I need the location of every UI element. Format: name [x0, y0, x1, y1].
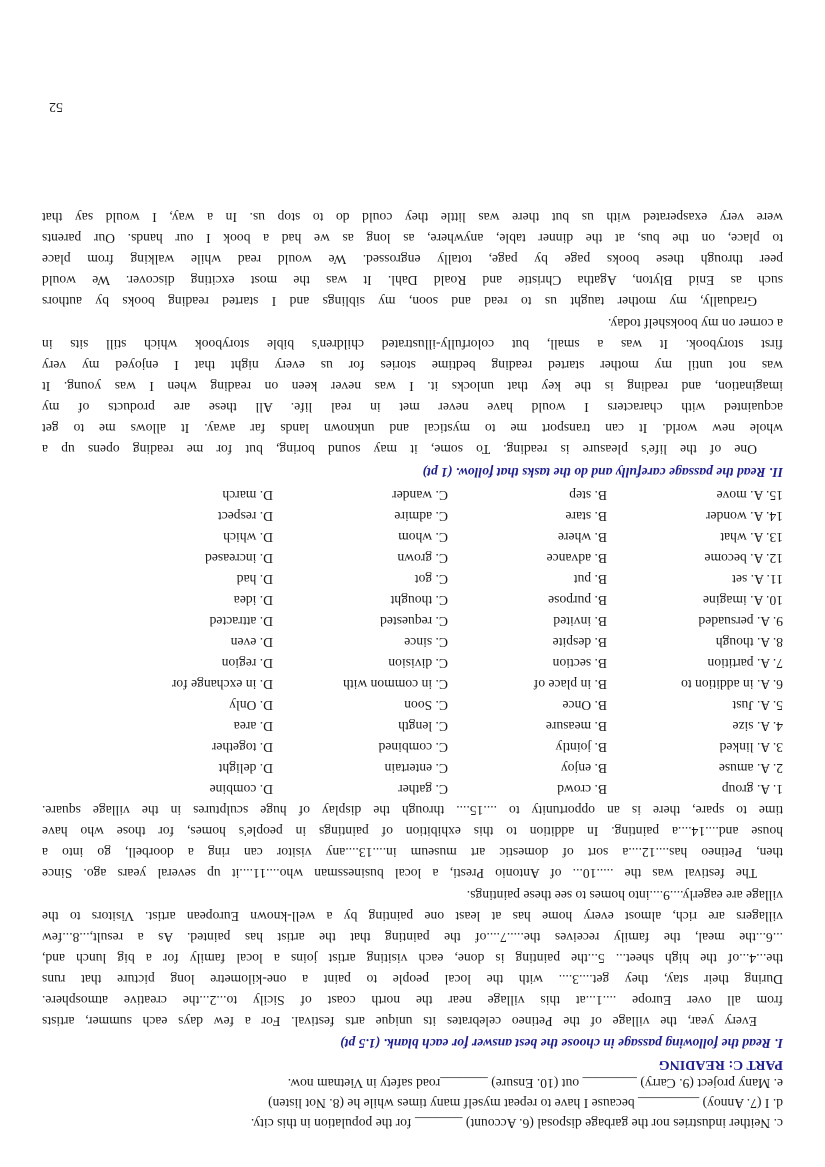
passage-1-line: house and....14....a painting. In addition to this exhibition of paintings in people's homes, for those who have	[42, 824, 783, 839]
passage-2-line: to place, on the bus, at the dinner table, anywhere, as long as we had a book I our hands. Our parents	[42, 231, 783, 246]
question-options-row	[42, 716, 783, 734]
option-d: D. area	[233, 719, 273, 734]
option-b: B. Once	[562, 698, 607, 713]
option-a: 6. A. in addition to	[681, 677, 783, 692]
option-c: C. whom	[398, 530, 448, 545]
option-c: C. length	[398, 719, 448, 734]
option-c: C. since	[404, 635, 448, 650]
option-c: C. Soon	[404, 698, 448, 713]
option-c: C. division	[388, 656, 448, 671]
option-b: B. invited	[553, 614, 607, 629]
question-options-row	[42, 674, 783, 692]
question-options-row	[42, 695, 783, 713]
option-b: B. put	[573, 572, 607, 587]
question-options-row	[42, 737, 783, 755]
option-a: 2. A. amuse	[718, 761, 783, 776]
passage-2-line: Gradually, my mother taught us to read and soon, my siblings and I started reading books by authors	[42, 294, 757, 309]
passage-1-line: the...4...of the high sheet... 5...the painting is done, each visiting artist joins a local family for a big lunch and,	[42, 951, 783, 966]
question-options-row	[42, 569, 783, 587]
passage-2-line: One of the life's pleasure is reading. To some, it may sound boring, but for me reading opens up a	[42, 442, 757, 457]
question-options-row	[42, 653, 783, 671]
passage-2-line: peer through these books page by page, totally engrossed. We would read while walking from place	[42, 252, 783, 267]
question-options-row	[42, 548, 783, 566]
passage-2-line: whole new world. It can transport me to mystical and unknown lands far away. It allows me to get	[42, 421, 783, 436]
passage-1-line: Every year, the village of the Petineo celebrates its unique arts festival. For a few days each summer, artists	[42, 1014, 757, 1029]
question-options-row	[42, 611, 783, 629]
question-options-row	[42, 779, 783, 797]
option-d: D. in exchange for	[171, 677, 273, 692]
option-b: B. stare	[565, 509, 607, 524]
option-b: B. section	[552, 656, 607, 671]
option-a: 5. A. Just	[732, 698, 783, 713]
option-c: C. gather	[398, 782, 448, 797]
option-d: D. march	[222, 488, 273, 503]
option-c: C. requested	[380, 614, 448, 629]
option-d: D. combine	[209, 782, 273, 797]
option-c: C. thought	[390, 593, 448, 608]
passage-1-line: During their stay, they get....3.... with the local people to paint a one-kilometre long picture that runs	[42, 972, 783, 987]
option-d: D. delight	[218, 761, 273, 776]
option-a: 10. A. imagine	[702, 593, 783, 608]
option-d: D. region	[221, 656, 273, 671]
passage-2-line: acquainted with characters I would have never met in real life. All these are products of my	[42, 400, 783, 415]
option-b: B. in place of	[533, 677, 607, 692]
option-c: C. wander	[392, 488, 448, 503]
passage-1-line: then, Petineo has....12....a sort of domestic art museum in....13....any visitor can ring a doorbell, go into a	[42, 845, 783, 860]
section-1-title: I. Read the following passage in choose the best answer for each blank. (1.5 pt)	[340, 1036, 783, 1051]
exercise-line-d: d. I (7. Annoy) _________ because I have to repeat myself many times while he (8. Not listen)	[268, 1096, 783, 1111]
question-options-row	[42, 758, 783, 776]
option-b: B. despite	[552, 635, 607, 650]
passage-1-line: time to spare, there is an opportunity to ....15.... through the display of huge sculptures in the village square.	[42, 803, 783, 818]
passage-1-line: village are eagerly....9....into homes to see these paintings.	[466, 888, 783, 903]
option-a: 8. A. though	[715, 635, 783, 650]
option-b: B. crowd	[557, 782, 607, 797]
question-options-row	[42, 590, 783, 608]
option-d: D. even	[230, 635, 273, 650]
option-d: D. attracted	[209, 614, 273, 629]
option-d: D. increased	[205, 551, 273, 566]
option-c: C. grown	[397, 551, 448, 566]
passage-1-line: villagers are rich, almost every home has at least one painting by a well-known European artist. Visitors to the	[42, 909, 783, 924]
option-b: B. advance	[546, 551, 607, 566]
option-a: 7. A. partition	[707, 656, 783, 671]
question-options-row	[42, 506, 783, 524]
option-b: B. step	[569, 488, 607, 503]
option-a: 1. A. group	[721, 782, 783, 797]
option-c: C. admire	[394, 509, 448, 524]
option-d: D. which	[223, 530, 273, 545]
option-a: 4. A. size	[732, 719, 783, 734]
option-b: B. purpose	[548, 593, 607, 608]
option-b: B. where	[557, 530, 607, 545]
exercise-line-c: c. Neither industries nor the garbage disposal (6. Account) _______ for the population in this city.	[250, 1116, 783, 1131]
question-options-row	[42, 632, 783, 650]
page-number: 52	[49, 99, 63, 114]
option-c: C. in common with	[343, 677, 448, 692]
passage-1-line: from all over Europe ....1...at this village near the north coast of Sicily to...2...the creative atmosphere.	[42, 993, 783, 1008]
passage-1-line: ...6...the meal, the family receives the.....7....of the painting that the artist has painted. As a result,...8...few	[42, 930, 783, 945]
passage-2-line: were very exasperated with us but there was little they could do to stop us. In a way, I would say that	[42, 210, 783, 225]
option-a: 9. A. persuaded	[698, 614, 783, 629]
option-d: D. together	[211, 740, 273, 755]
passage-2-line: a corner on my bookshelf today.	[607, 316, 783, 331]
option-a: 14. A. wonder	[705, 509, 783, 524]
option-a: 15. A. move	[716, 488, 783, 503]
passage-2-line: was not until my mother started reading bedtime stories for us every night that I enjoyed my very	[42, 358, 783, 373]
passage-1-line: The festival was the .....10... of Antonio Presti, a local businessman who....11....it up several years ago. Since	[42, 866, 757, 881]
option-a: 11. A. set	[732, 572, 783, 587]
option-a: 3. A. linked	[719, 740, 783, 755]
option-d: D. idea	[233, 593, 273, 608]
option-b: B. enjoy	[560, 761, 607, 776]
question-options-row	[42, 485, 783, 503]
option-c: C. entertain	[384, 761, 448, 776]
option-d: D. had	[236, 572, 273, 587]
passage-2-line: first storybook. It was a small, but colorfully-illustrated children's bible storybook which still sits in	[42, 337, 783, 352]
option-d: D. respect	[217, 509, 273, 524]
option-b: B. jointly	[555, 740, 607, 755]
option-d: D. Only	[229, 698, 273, 713]
exercise-line-e: e. Many project (9. Carry) ________ out (10. Ensure) _______road safety in Vietnam now.	[287, 1076, 783, 1091]
option-c: C. got	[414, 572, 448, 587]
section-2-title: II. Read the passage carefully and do the tasks that follow. (1 pt)	[422, 465, 783, 480]
part-c-title: PART C: READING	[658, 1057, 783, 1072]
option-b: B. measure	[545, 719, 607, 734]
passage-2-line: such as Enid Blyton, Agatha Christie and Roald Dahl. It was the most exciting discover. We would	[42, 273, 783, 288]
option-a: 13. A. what	[720, 530, 783, 545]
question-options-row	[42, 527, 783, 545]
option-a: 12. A. become	[704, 551, 783, 566]
passage-2-line: imagination, and reading is the key that unlocks it. I was never keen on reading when I was young. It	[42, 379, 783, 394]
option-c: C. combined	[378, 740, 448, 755]
